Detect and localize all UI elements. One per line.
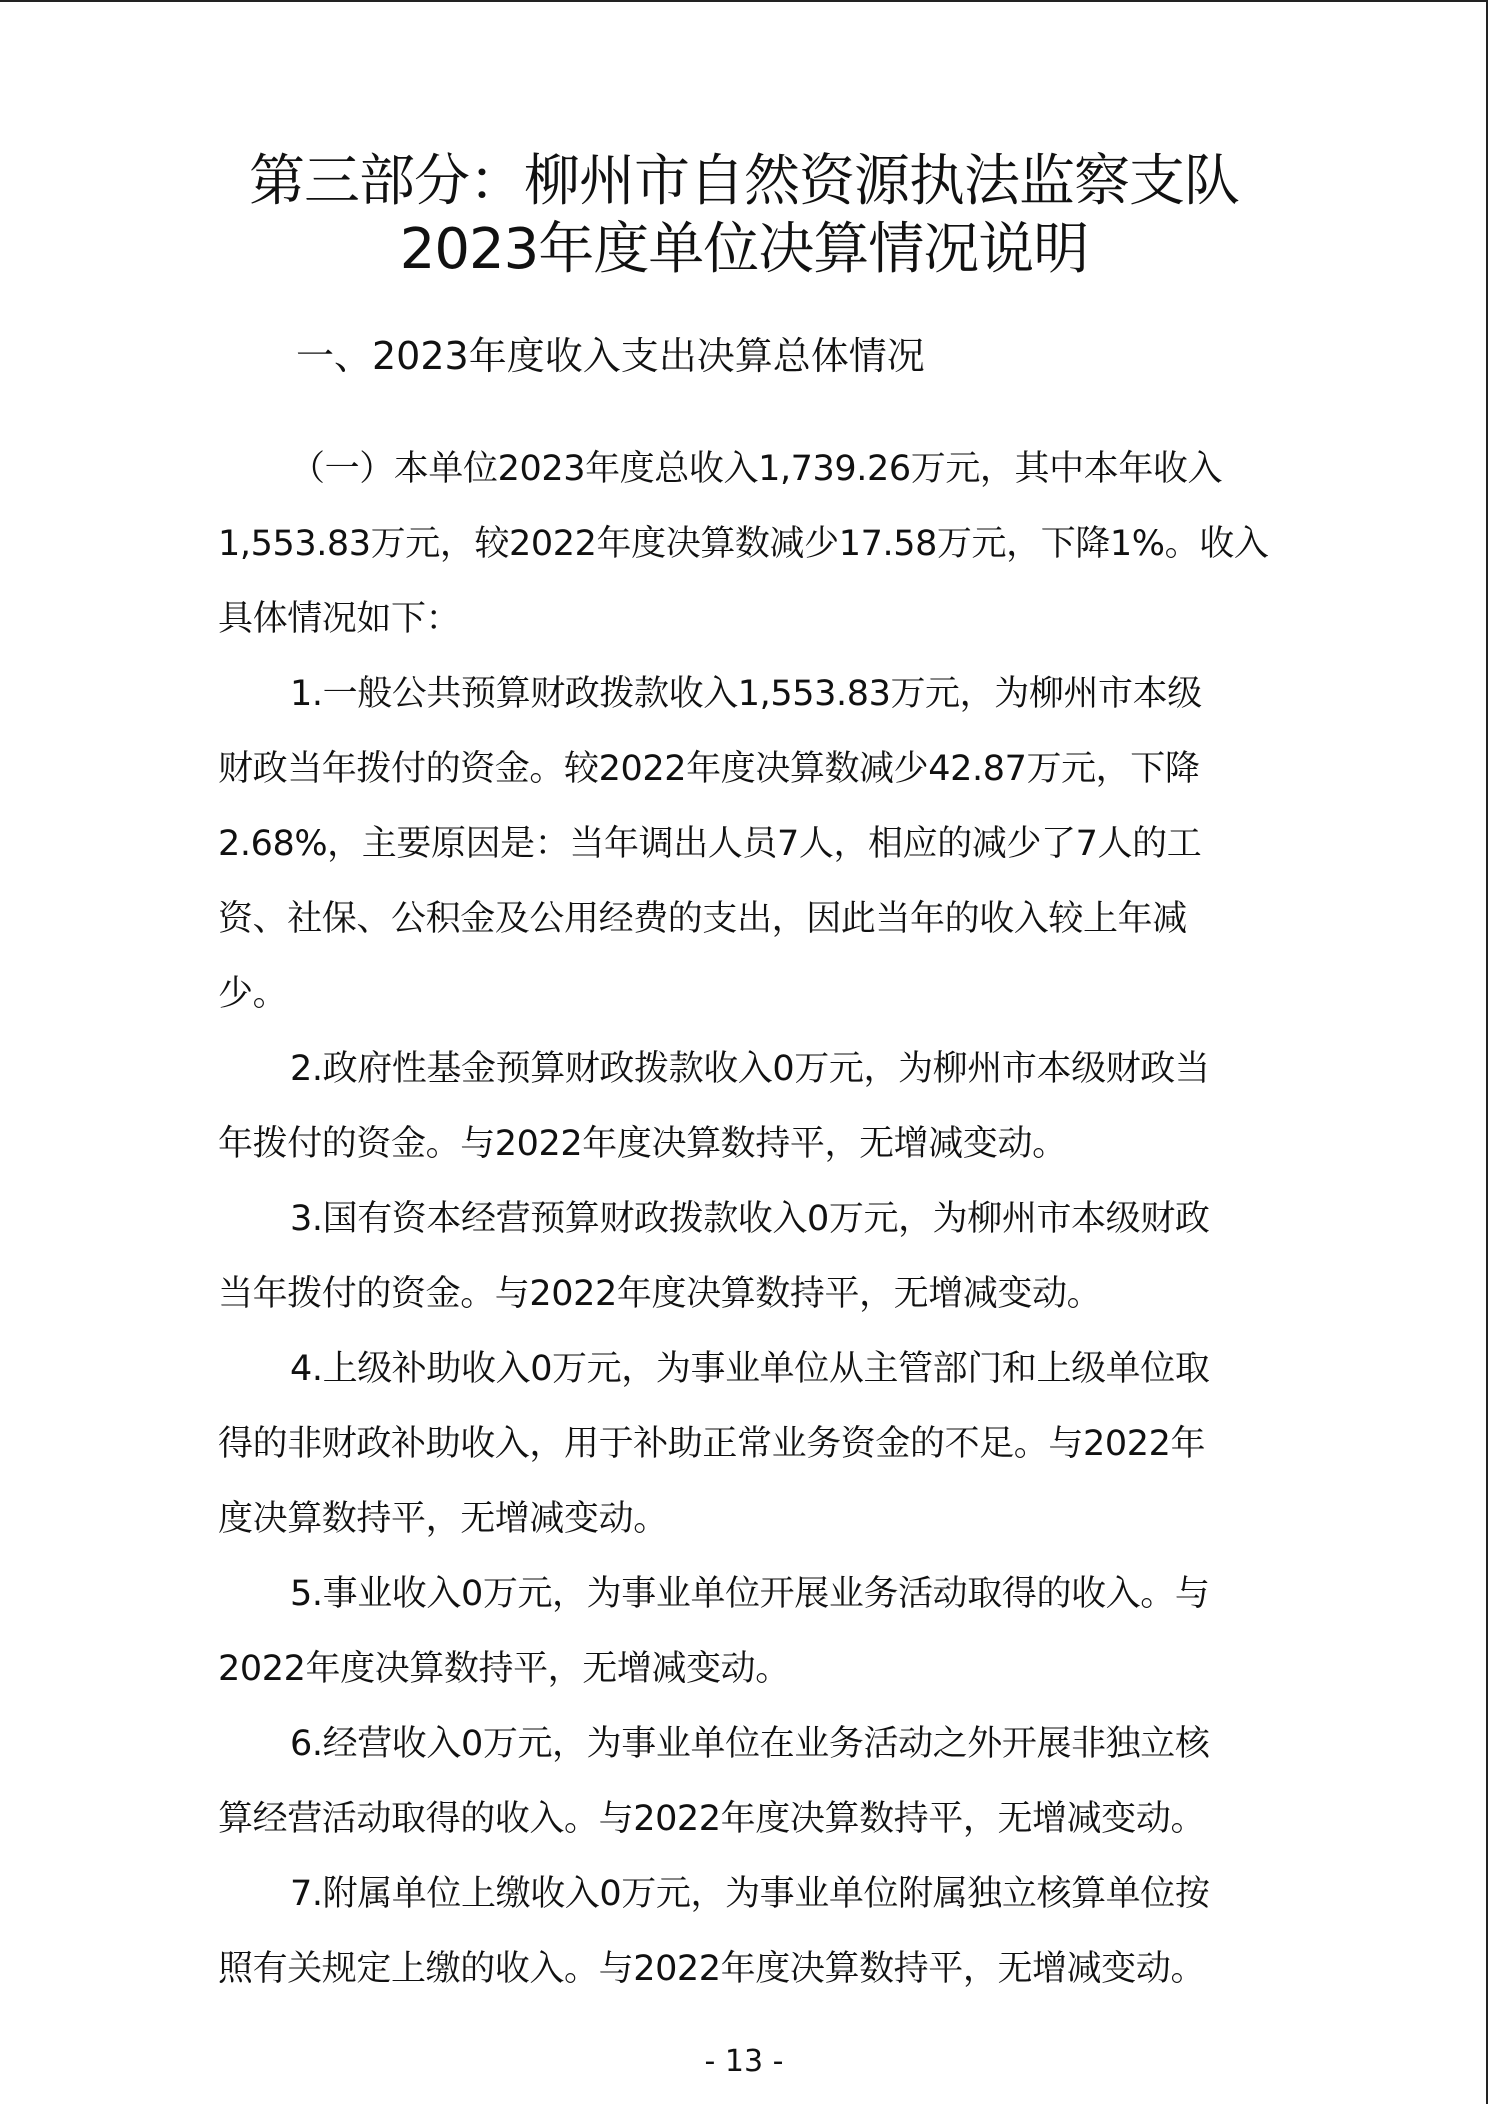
paragraph-line: 7.附属单位上缴收入0万元，为事业单位附属独立核算单位按: [290, 1874, 1210, 1914]
paragraph-line: （一）本单位2023年度总收入1,739.26万元，其中本年收入: [290, 449, 1223, 489]
paragraph-item-7: [218, 1857, 1286, 2007]
paragraph-line: 具体情况如下：: [218, 599, 461, 639]
paragraph-item-2: [218, 1032, 1286, 1182]
paragraph-line: 年拨付的资金。与2022年度决算数持平，无增减变动。: [218, 1124, 1067, 1164]
paragraph-item-6: [218, 1707, 1286, 1857]
paragraph-line: 照有关规定上缴的收入。与2022年度决算数持平，无增减变动。: [218, 1949, 1206, 1989]
paragraph-line: 度决算数持平，无增减变动。: [218, 1499, 668, 1539]
paragraph-line: 4.上级补助收入0万元，为事业单位从主管部门和上级单位取: [290, 1349, 1210, 1389]
paragraph-line: 1,553.83万元，较2022年度决算数减少17.58万元，下降1%。收入: [218, 524, 1269, 564]
paragraph-line: 1.一般公共预算财政拨款收入1,553.83万元，为柳州市本级: [290, 674, 1202, 714]
title-line-2: 2023年度单位决算情况说明: [399, 217, 1089, 282]
paragraph-line: 财政当年拨付的资金。较2022年度决算数减少42.87万元，下降: [218, 749, 1200, 789]
page-border-top: [0, 0, 1488, 2]
paragraph-line: 得的非财政补助收入，用于补助正常业务资金的不足。与2022年: [218, 1424, 1206, 1464]
title-line-1: 第三部分：柳州市自然资源执法监察支队: [249, 149, 1239, 214]
paragraph-item-5: [218, 1557, 1286, 1707]
paragraph-line: 2.政府性基金预算财政拨款收入0万元，为柳州市本级财政当: [290, 1049, 1210, 1089]
paragraph-total-income: [218, 432, 1286, 657]
document-body: [218, 432, 1286, 2007]
section-heading: 一、2023年度收入支出决算总体情况: [296, 334, 925, 378]
paragraph-line: 5.事业收入0万元，为事业单位开展业务活动取得的收入。与: [290, 1574, 1210, 1614]
paragraph-line: 算经营活动取得的收入。与2022年度决算数持平，无增减变动。: [218, 1799, 1206, 1839]
paragraph-line: 少。: [218, 974, 288, 1014]
paragraph-item-1: [218, 657, 1286, 1032]
page-number: - 13 -: [704, 2044, 784, 2079]
paragraph-line: 当年拨付的资金。与2022年度决算数持平，无增减变动。: [218, 1274, 1102, 1314]
paragraph-item-4: [218, 1332, 1286, 1557]
paragraph-line: 2022年度决算数持平，无增减变动。: [218, 1649, 790, 1689]
document-title: [180, 148, 1308, 284]
paragraph-item-3: [218, 1182, 1286, 1332]
paragraph-line: 3.国有资本经营预算财政拨款收入0万元，为柳州市本级财政: [290, 1199, 1210, 1239]
paragraph-line: 6.经营收入0万元，为事业单位在业务活动之外开展非独立核: [290, 1724, 1210, 1764]
paragraph-line: 2.68%，主要原因是：当年调出人员7人，相应的减少了7人的工: [218, 824, 1202, 864]
paragraph-line: 资、社保、公积金及公用经费的支出，因此当年的收入较上年减: [218, 899, 1187, 939]
